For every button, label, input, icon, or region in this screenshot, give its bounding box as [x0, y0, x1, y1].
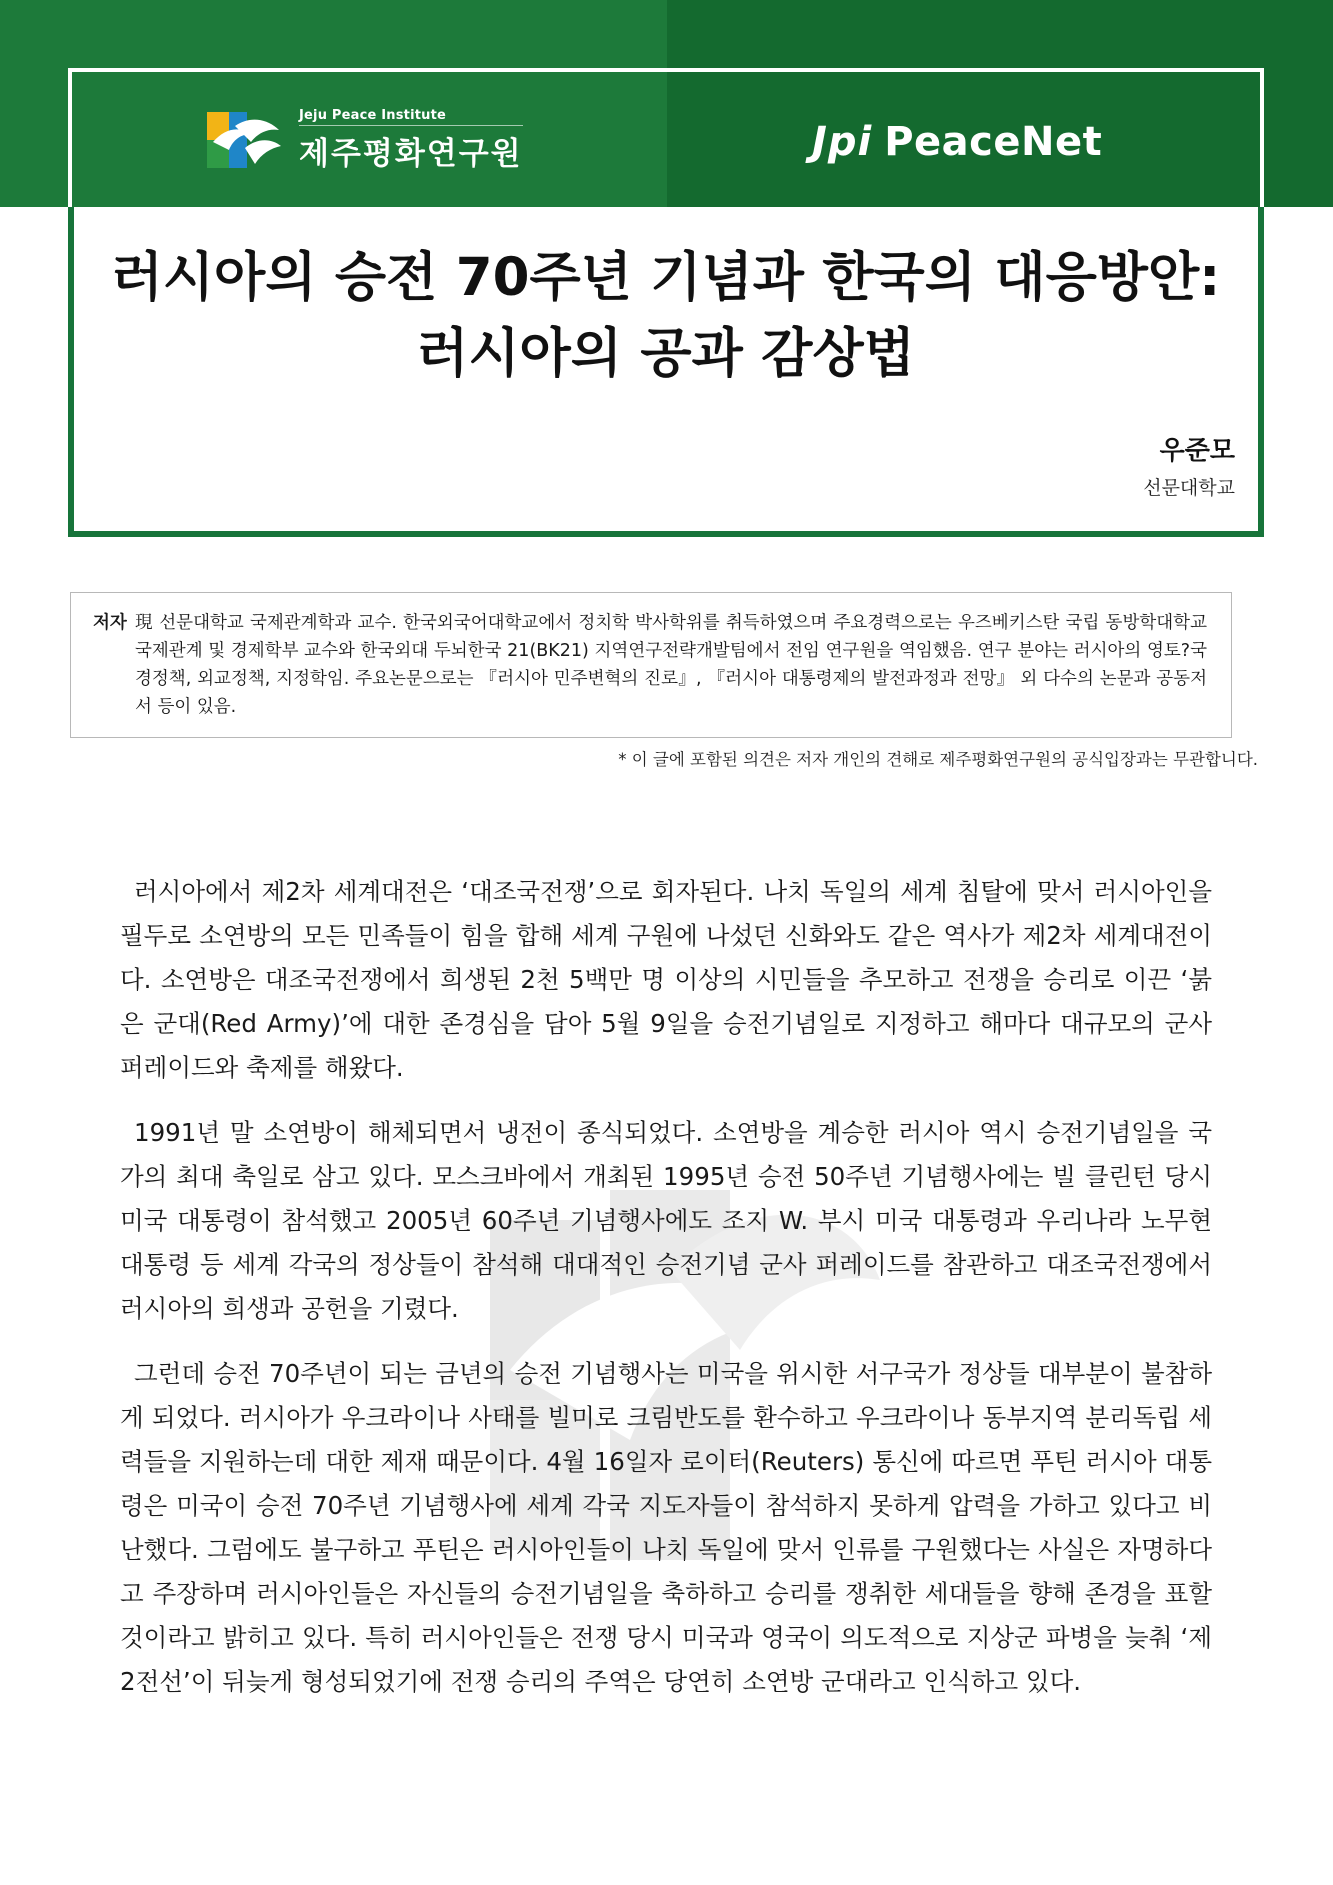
- logo-english-name: Jeju Peace Institute: [299, 108, 523, 126]
- title-line-2: 러시아의 공과 감상법: [417, 323, 915, 384]
- author-bio-box: [70, 592, 1232, 738]
- author-name: 우준모: [1159, 436, 1235, 466]
- paragraph: 1991년 말 소연방이 해체되면서 냉전이 종식되었다. 소연방을 계승한 러시아 역시 승전기념일을 국가의 최대 축일로 삼고 있다. 모스크바에서 개최된 1995년 승전 50주년 기념행사에는 빌 클린턴 당시 미국 대통령이 참석했고 2005년 60주년 기념행사에도 조지 W. 부시 미국 대통령과 우리나라 노무현 대통령 등 세계 각국의 정상들이 참석해 대대적인 승전기념 군사 퍼레이드를 참관하고 대조국전쟁에서 러시아의 희생과 공헌을 기렸다.: [120, 1118, 1212, 1323]
- bio-row: [93, 609, 1209, 721]
- page-title: [80, 240, 1252, 392]
- paragraph: 그런데 승전 70주년이 되는 금년의 승전 기념행사는 미국을 위시한 서구국가 정상들 대부분이 불참하게 되었다. 러시아가 우크라이나 사태를 빌미로 크림반도를 환수하고 우크라이나 동부지역 분리독립 세력들을 지원하는데 대한 제재 때문이다. 4월 16일자 로이터(Reuters) 통신에 따르면 푸틴 러시아 대통령은 미국이 승전 70주년 기념행사에 세계 각국 지도자들이 참석하지 못하게 압력을 가하고 있다고 비난했다. 그럼에도 불구하고 푸틴은 러시아인들이 나치 독일에 맞서 인류를 구원했다는 사실은 자명하다고 주장하며 러시아인들은 자신들의 승전기념일을 축하하고 승리를 쟁취한 세대들을 향해 존경을 표할 것이라고 밝히고 있다. 특히 러시아인들은 전쟁 당시 미국과 영국이 의도적으로 지상군 파병을 늦춰 ‘제2전선’이 뒤늦게 형성되었기에 전쟁 승리의 주역은 당연히 소연방 군대라고 인식하고 있다.: [120, 1359, 1212, 1696]
- dove-emblem-icon: [205, 108, 285, 172]
- logo-korean-name: 제주평화연구원: [299, 135, 523, 172]
- bio-label: 저자: [93, 613, 127, 633]
- paragraph: 러시아에서 제2차 세계대전은 ‘대조국전쟁’으로 회자된다. 나치 독일의 세계 침탈에 맞서 러시아인을 필두로 소연방의 모든 민족들이 힘을 합해 세계 구원에 나섰던 신화와도 같은 역사가 제2차 세계대전이다. 소연방은 대조국전쟁에서 희생된 2천 5백만 명 이상의 시민들을 추모하고 전쟁을 승리로 이끈 ‘붉은 군대(Red Army)’에 대한 존경심을 담아 5월 9일을 승전기념일로 지정하고 해마다 대규모의 군사 퍼레이드와 축제를 해왔다.: [120, 877, 1212, 1082]
- article-body: [120, 870, 1212, 1725]
- peacenet-name: PeaceNet: [884, 119, 1103, 165]
- jpi-mark: Jpi: [812, 119, 873, 165]
- logo-text: [299, 108, 523, 173]
- author-affiliation: 선문대학교: [1143, 477, 1235, 499]
- bio-text: 現 선문대학교 국제관계학과 교수. 한국외국어대학교에서 정치학 박사학위를 취득하였으며 주요경력으로는 우즈베키스탄 국립 동방학대학교 국제관계 및 경제학부 교수와 한국외대 두뇌한국 21(BK21) 지역연구전략개발팀에서 전임 연구원을 역임했음. 연구 분야는 러시아의 영토?국경정책, 외교정책, 지정학임. 주요논문으로는 『러시아 민주변혁의 진로』, 『러시아 대통령제의 발전과정과 전망』 외 다수의 논문과 공동저서 등이 있음.: [135, 613, 1207, 717]
- peacenet-logo[interactable]: [812, 112, 1102, 172]
- disclaimer: * 이 글에 포함된 의견은 저자 개인의 견해로 제주평화연구원의 공식입장과는 무관합니다.: [618, 750, 1258, 769]
- jeju-peace-institute-logo[interactable]: [205, 108, 523, 172]
- title-line-1: 러시아의 승전 70주년 기념과 한국의 대응방안:: [111, 247, 1221, 308]
